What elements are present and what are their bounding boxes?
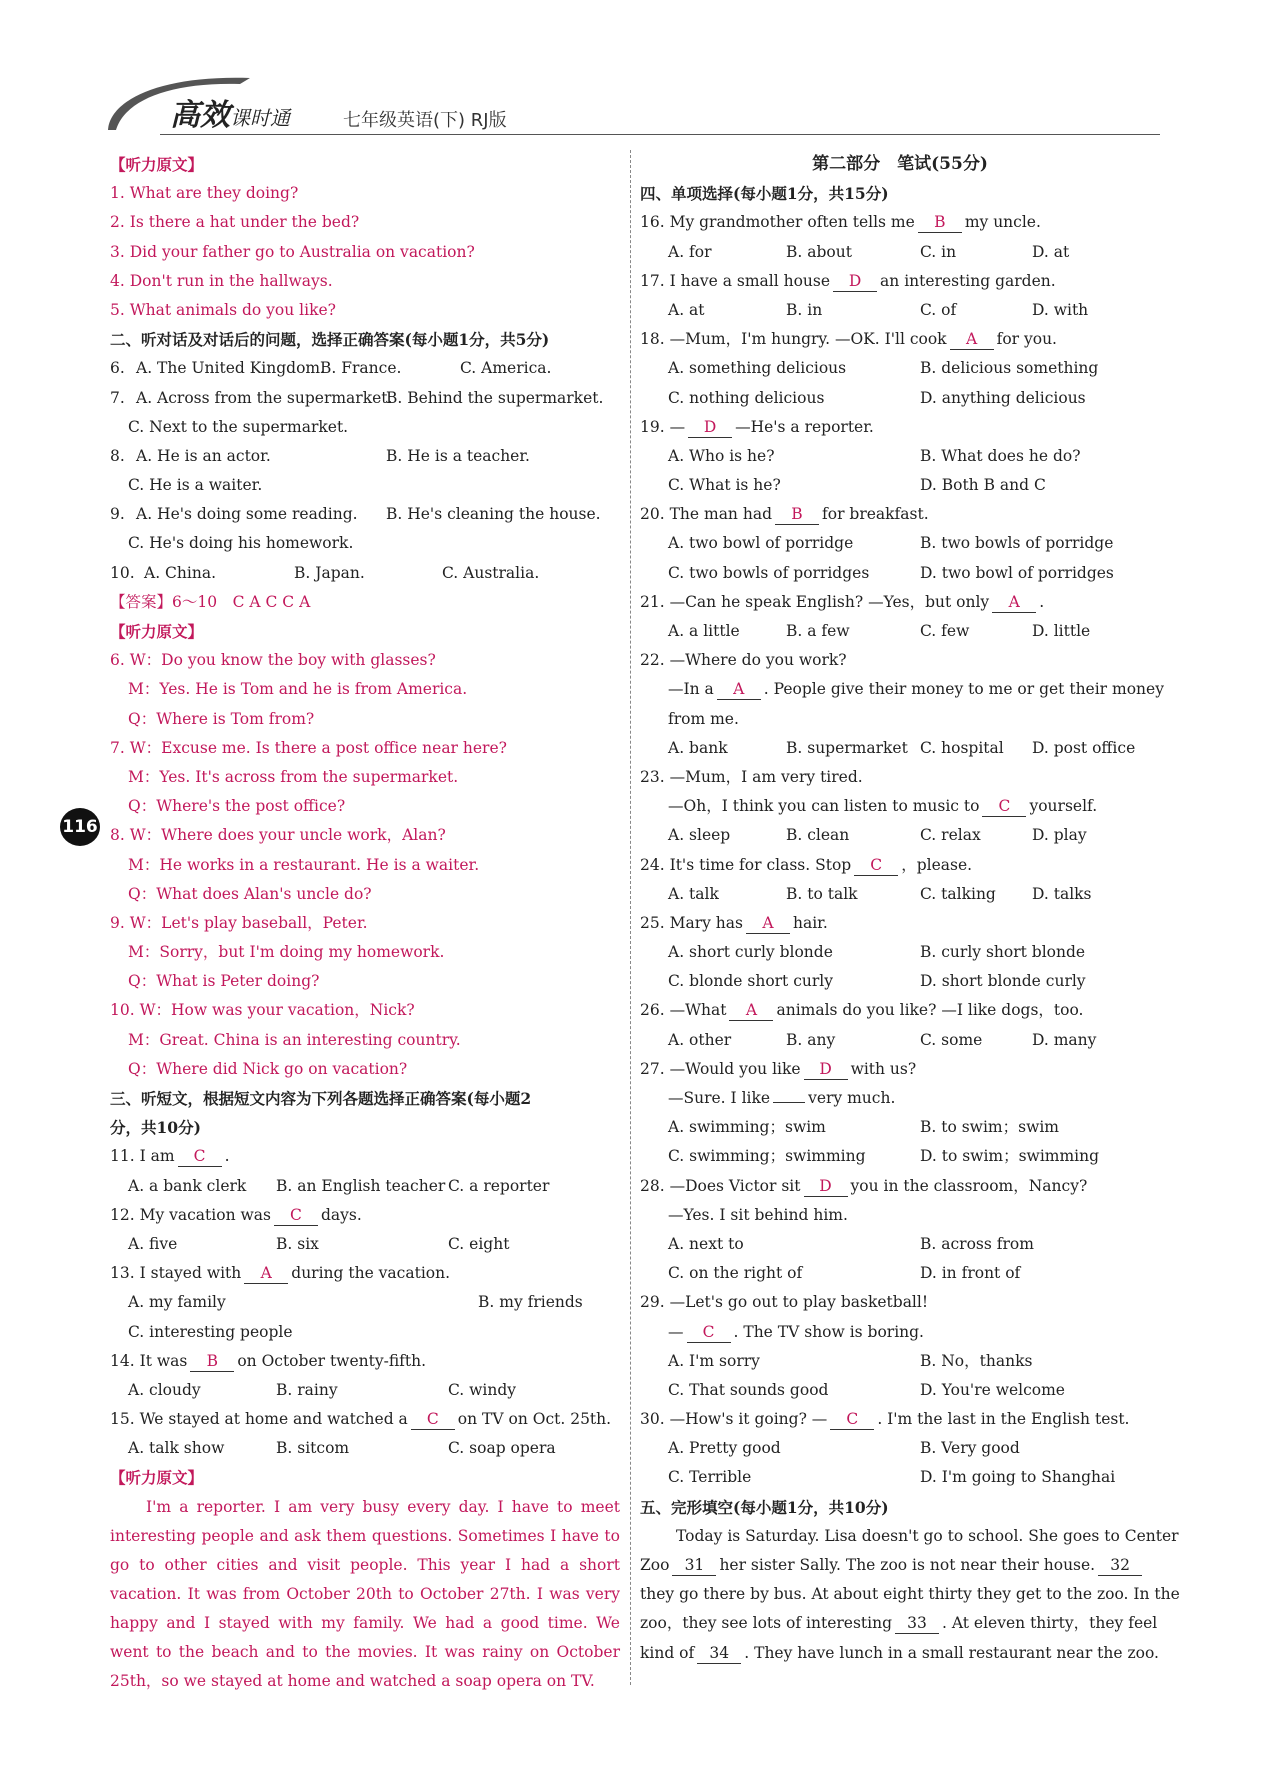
transcript-line: 1. What are they doing? — [110, 184, 299, 203]
question-27-line: —Sure. I like very much. — [668, 1089, 896, 1107]
transcript-line: Q：What is Peter doing? — [128, 972, 320, 991]
answer-blank: D — [804, 1176, 848, 1197]
options-16: A. for B. about C. in D. at — [668, 242, 1070, 261]
option-a: A. five — [128, 1234, 178, 1253]
question-28: 28. —Does Victor sit D you in the classroom，Nancy? — [640, 1176, 1088, 1195]
question-21: 21. —Can he speak English? —Yes，but only A . — [640, 592, 1045, 611]
cloze-line: zoo，they see lots of interesting 33 . At eleven thirty，they feel — [640, 1614, 1158, 1633]
option-c: C. Next to the supermarket. — [128, 417, 349, 436]
cloze-blank: 33 — [895, 1613, 939, 1634]
header-rule — [160, 134, 1160, 135]
option-c: C. Australia. — [442, 563, 540, 582]
answer-blank: D — [833, 271, 877, 292]
section-title: 二、听对话及对话后的问题，选择正确答案(每小题1分，共5分) — [110, 330, 550, 350]
options-19b: C. What is he? D. Both B and C — [668, 476, 1046, 495]
options-30: A. Pretty good B. Very good — [668, 1439, 1020, 1458]
question-8: 8. A. He is an actor. B. He is a teacher. — [110, 442, 620, 471]
transcript-line: Q：Where's the post office? — [128, 797, 346, 816]
options-18: A. something delicious B. delicious something — [668, 359, 1099, 378]
options-27: A. swimming；swim B. to swim；swim — [668, 1118, 1059, 1137]
question-22-line: from me. — [668, 709, 739, 728]
subject-label: 七年级英语(下) RJ版 — [343, 110, 507, 131]
option-b: B. Japan. — [294, 563, 365, 582]
answer-blank: D — [804, 1059, 848, 1080]
section-title: 四、单项选择(每小题1分，共15分) — [640, 184, 889, 204]
question-6: 6. A. The United Kingdom. B. France. C. America. — [110, 354, 620, 383]
right-column — [640, 150, 1180, 1668]
option-c: C. soap opera — [448, 1439, 556, 1458]
question-16: 16. My grandmother often tells me B my uncle. — [640, 213, 1041, 232]
options-24: A. talk B. to talk C. talking D. talks — [668, 884, 1092, 903]
answer-blank: A — [746, 913, 790, 934]
options-15 — [110, 1434, 620, 1463]
question-22: 22. —Where do you work? — [640, 651, 847, 670]
option-b: B. France. — [320, 359, 402, 378]
question-27: 27. —Would you like D with us? — [640, 1059, 917, 1078]
option-a: A. my family — [128, 1293, 226, 1312]
transcript-line: 5. What animals do you like? — [110, 300, 336, 319]
options-30b: C. Terrible D. I'm going to Shanghai — [668, 1468, 1116, 1487]
option-c: C. He's doing his homework. — [128, 534, 354, 553]
transcript-line: Q：Where is Tom from? — [128, 709, 315, 728]
transcript-line: 9. W：Let's play baseball，Peter. — [110, 913, 368, 932]
answer-blank: B — [775, 504, 819, 525]
cloze-blank: 34 — [697, 1643, 741, 1664]
transcript-line: M：He works in a restaurant. He is a waiter. — [128, 855, 480, 874]
transcript-line: 3. Did your father go to Australia on vacation? — [110, 242, 475, 261]
option-a: A. Across from the supermarket. — [136, 388, 393, 407]
option-a: A. He is an actor. — [136, 446, 271, 465]
question-14: 14. It was B on October twenty-fifth. — [110, 1351, 427, 1370]
question-23-line: —Oh，I think you can listen to music to C yourself. — [668, 797, 1098, 816]
option-b: B. rainy — [276, 1380, 338, 1399]
cloze-blank: 31 — [672, 1555, 716, 1576]
transcript-line: 10. W：How was your vacation，Nick? — [110, 1001, 415, 1020]
section-title: 五、完形填空(每小题1分，共10分) — [640, 1497, 889, 1517]
options-28: A. next to B. across from — [668, 1234, 1034, 1253]
transcript-line: 7. W：Excuse me. Is there a post office near here? — [110, 738, 507, 757]
question-18: 18. —Mum，I'm hungry. —OK. I'll cook A for you. — [640, 330, 1057, 349]
left-column — [110, 150, 620, 1696]
transcript-line: M：Sorry，but I'm doing my homework. — [128, 943, 445, 962]
options-20b: C. two bowls of porridges D. two bowl of porridges — [668, 563, 1114, 582]
cloze-line: kind of 34 . They have lunch in a small restaurant near the zoo. — [640, 1643, 1159, 1662]
answer-blank: A — [244, 1263, 288, 1284]
option-a: A. China. — [144, 563, 216, 582]
question-22-line: —In a A . People give their money to me or get their money — [668, 680, 1164, 699]
question-30: 30. —How's it going? — C . I'm the last in the English test. — [640, 1410, 1130, 1429]
options-19: A. Who is he? B. What does he do? — [668, 446, 1081, 465]
transcript-line: M：Great. China is an interesting country. — [128, 1030, 461, 1049]
option-b: B. Behind the supermarket. — [386, 388, 604, 407]
question-24: 24. It's time for class. Stop C ，please. — [640, 855, 973, 874]
options-21: A. a little B. a few C. few D. little — [668, 622, 1091, 640]
options-14 — [110, 1376, 620, 1405]
options-12 — [110, 1230, 620, 1259]
transcript-line: 6. W：Do you know the boy with glasses? — [110, 651, 436, 670]
answer-blank: C — [178, 1146, 222, 1167]
option-c: C. America. — [460, 359, 552, 378]
section-title: 三、听短文，根据短文内容为下列各题选择正确答案(每小题2 — [110, 1089, 532, 1108]
options-26: A. other B. any C. some D. many — [668, 1030, 1097, 1049]
answer-blank: C — [854, 855, 898, 876]
answer-blank: C — [830, 1409, 874, 1430]
question-9: 9. A. He's doing some reading. B. He's cleaning the house. — [110, 500, 620, 529]
options-27b: C. swimming；swimming D. to swim；swimming — [668, 1147, 1100, 1166]
transcript-line: 2. Is there a hat under the bed? — [110, 213, 360, 232]
transcript-title: 【听力原文】 — [110, 155, 204, 174]
option-a: A. He's doing some reading. — [136, 505, 358, 524]
options-23: A. sleep B. clean C. relax D. play — [668, 826, 1087, 845]
transcript-title: 【听力原文】 — [110, 1468, 204, 1488]
option-a: A. talk show — [128, 1439, 225, 1458]
option-b: B. He is a teacher. — [386, 446, 530, 465]
question-20: 20. The man had B for breakfast. — [640, 505, 929, 524]
empty-blank — [773, 1102, 805, 1103]
option-b: B. an English teacher — [276, 1176, 446, 1195]
question-19: 19. — D —He's a reporter. — [640, 417, 874, 436]
question-25: 25. Mary has A hair. — [640, 913, 828, 932]
transcript-line: M：Yes. He is Tom and he is from America. — [128, 680, 468, 699]
question-26: 26. —What A animals do you like? —I like dogs，too. — [640, 1001, 1084, 1020]
options-18b: C. nothing delicious D. anything delicious — [668, 388, 1086, 407]
option-a: A. cloudy — [128, 1380, 201, 1399]
option-a: A. The United Kingdom. — [136, 359, 326, 378]
option-c: C. a reporter — [448, 1176, 550, 1195]
question-13: 13. I stayed with A during the vacation. — [110, 1264, 451, 1283]
page-number-badge: 116 — [60, 808, 100, 846]
question-15: 15. We stayed at home and watched a C on TV on Oct. 25th. — [110, 1410, 612, 1429]
answer-blank: C — [411, 1409, 455, 1430]
cloze-line: Zoo 31 her sister Sally. The zoo is not near their house. 32 — [640, 1551, 1160, 1580]
page-header — [100, 70, 1210, 140]
transcript-line: 4. Don't run in the hallways. — [110, 271, 333, 290]
transcript-title: 【听力原文】 — [110, 622, 204, 641]
question-28-line: —Yes. I sit behind him. — [668, 1205, 848, 1224]
question-23: 23. —Mum，I am very tired. — [640, 767, 863, 786]
answer-blank: A — [992, 592, 1036, 613]
option-c: C. He is a waiter. — [128, 476, 263, 495]
answer-blank: D — [688, 417, 732, 438]
question-10: 10. A. China. B. Japan. C. Australia. — [110, 559, 620, 588]
options-22: A. bank B. supermarket C. hospital D. post office — [668, 738, 1136, 757]
question-11: 11. I am C . — [110, 1147, 230, 1166]
options-29b: C. That sounds good D. You're welcome — [668, 1380, 1065, 1399]
question-12: 12. My vacation was C days. — [110, 1205, 362, 1224]
question-29: 29. —Let's go out to play basketball! — [640, 1293, 929, 1312]
options-28b: C. on the right of D. in front of — [668, 1264, 1021, 1283]
answer-blank: A — [729, 1000, 773, 1021]
option-b: B. my friends — [478, 1293, 583, 1312]
option-c: C. eight — [448, 1234, 510, 1253]
transcript-paragraph: I'm a reporter. I am very busy every day. I have to meet interesting people and ask them questions. Sometimes I have to go to other cities and visit people. This year I had a short vacation. It was from October 20th to October 27th. I was very happy and I stayed with my family. We had a good time. We went to the beach and to the movies. It was rainy on October 25th，so we stayed at home and watched a soap opera on TV. — [110, 1497, 620, 1690]
options-17: A. at B. in C. of D. with — [668, 300, 1089, 319]
section-title: 分，共10分) — [110, 1118, 201, 1138]
answer-blank: A — [950, 329, 994, 350]
brand-title: 高效课时通 — [170, 98, 290, 133]
option-c: C. windy — [448, 1380, 517, 1399]
option-c: C. interesting people — [128, 1322, 293, 1341]
answer-blank: B — [918, 212, 962, 233]
options-25: A. short curly blonde B. curly short blonde — [668, 943, 1086, 962]
options-13 — [110, 1288, 620, 1317]
answer-blank: B — [190, 1351, 234, 1372]
cloze-line: they go there by bus. At about eight thirty they get to the zoo. In the — [640, 1585, 1180, 1604]
option-b: B. He's cleaning the house. — [386, 505, 601, 524]
answer-blank: C — [982, 796, 1026, 817]
column-divider — [630, 150, 631, 1685]
answer-blank: C — [687, 1322, 731, 1343]
options-20: A. two bowl of porridge B. two bowls of porridge — [668, 534, 1114, 553]
transcript-line: Q：Where did Nick go on vacation? — [128, 1059, 408, 1078]
options-11 — [110, 1172, 620, 1201]
question-29-line: — C . The TV show is boring. — [668, 1322, 924, 1341]
cloze-blank: 32 — [1098, 1555, 1142, 1576]
option-a: A. a bank clerk — [128, 1176, 247, 1195]
question-7: 7. A. Across from the supermarket. B. Behind the supermarket. — [110, 384, 620, 413]
question-17: 17. I have a small house D an interesting garden. — [640, 271, 1056, 290]
transcript-line: Q：What does Alan's uncle do? — [128, 884, 372, 903]
answer-blank: C — [274, 1205, 318, 1226]
transcript-line: 8. W：Where does your uncle work，Alan? — [110, 826, 446, 845]
part-title: 第二部分 笔试(55分) — [812, 154, 988, 174]
options-25b: C. blonde short curly D. short blonde curly — [668, 972, 1086, 991]
answer-key: 【答案】6～10 C A C C A — [110, 592, 311, 611]
transcript-line: M：Yes. It's across from the supermarket. — [128, 767, 459, 786]
option-b: B. six — [276, 1234, 319, 1253]
option-b: B. sitcom — [276, 1439, 350, 1458]
answer-blank: A — [717, 679, 761, 700]
cloze-line: Today is Saturday. Lisa doesn't go to school. She goes to Center — [676, 1526, 1179, 1545]
options-29: A. I'm sorry B. No，thanks — [668, 1351, 1033, 1370]
